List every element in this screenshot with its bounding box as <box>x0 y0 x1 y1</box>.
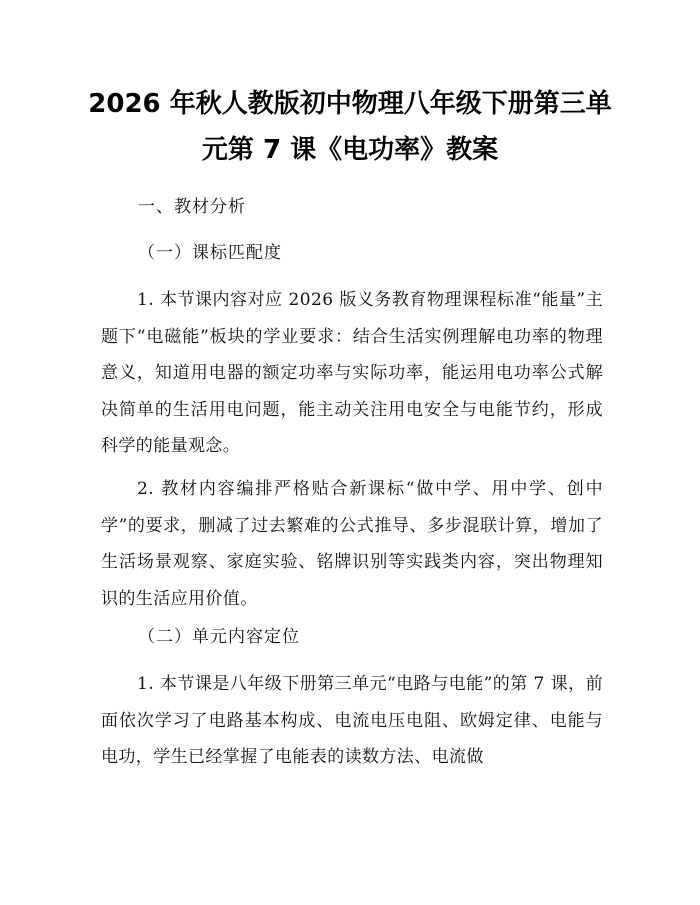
paragraph-textbook-arrangement: 2. 教材内容编排严格贴合新课标“做中学、用中学、创中学”的要求，删减了过去繁难的公式推导、多步混联计算，增加了生活场景观察、家庭实验、铭牌识别等实践类内容，突出物理知识的生活应用价值。 <box>101 479 603 609</box>
subsection-heading-standards-match: （一）课标匹配度 <box>138 243 282 263</box>
subsection-heading-unit-positioning: （二）单元内容定位 <box>138 627 300 647</box>
section-heading-textbook-analysis: 一、教材分析 <box>138 197 246 217</box>
document-title-line-2: 元第 7 课《电功率》教案 <box>201 135 499 165</box>
paragraph-unit-position: 1. 本节课是八年级下册第三单元“电路与电能”的第 7 课，前面依次学习了电路基本构成、电流电压电阻、欧姆定律、电能与电功，学生已经掌握了电能表的读数方法、电流做 <box>101 674 603 767</box>
paragraph-standards-requirements: 1. 本节课内容对应 2026 版义务教育物理课程标准“能量”主题下“电磁能”板块的学业要求：结合生活实例理解电功率的物理意义，知道用电器的额定功率与实际功率，能运用电功率公式解决简单的生活用电问题，能主动关注用电安全与电能节约，形成科学的能量观念。 <box>101 290 603 456</box>
document-title-line-1: 2026 年秋人教版初中物理八年级下册第三单 <box>88 89 612 119</box>
